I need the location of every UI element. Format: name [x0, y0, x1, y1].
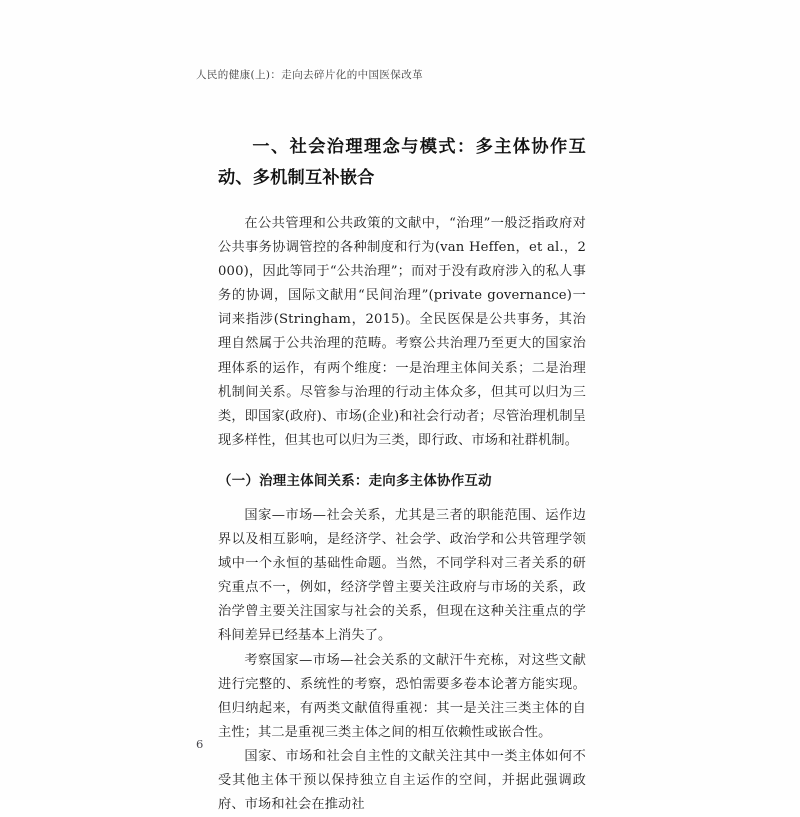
subsection-paragraph-1: 国家—市场—社会关系，尤其是三者的职能范围、运作边界以及相互影响，是经济学、社会学、政治学和公共管理学领域中一个永恒的基础性命题。当然，不同学科对三者关系的研究重点不一，例如，经济学曾主要关注政府与市场的关系，政治学曾主要关注国家与社会的关系，但现在这种关注重点的学科间差异已经基本上消失了。	[218, 507, 586, 644]
text-column	[218, 132, 586, 817]
spacer-before-subheading	[218, 453, 586, 470]
subsection-paragraph-3: 国家、市场和社会自主性的文献关注其中一类主体如何不受其他主体干预以保持独立自主运作的空间，并据此强调政府、市场和社会在推动社	[218, 748, 586, 813]
spacer-after-subheading	[218, 494, 586, 504]
subsection-heading: （一）治理主体间关系：走向多主体协作互动	[218, 473, 492, 489]
page-number: 6	[196, 737, 204, 751]
running-head: 人民的健康(上)：走向去碎片化的中国医保改革	[196, 69, 423, 81]
section-paragraph-1: 在公共管理和公共政策的文献中，“治理”一般泛指政府对公共事务协调管控的各种制度和行为(van Heffen，et al.，2000)，因此等同于“公共治理”；而对于没有政府涉入的私人事务的协调，国际文献用“民间治理”(private governance)一词来指涉(Stringham，2015)。全民医保是公共事务，其治理自然属于公共治理的范畴。考察公共治理乃至更大的国家治理体系的运作，有两个维度：一是治理主体间关系；二是治理机制间关系。尽管参与治理的行动主体众多，但其可以归为三类，即国家(政府)、市场(企业)和社会行动者；尽管治理机制呈现多样性，但其也可以归为三类，即行政、市场和社群机制。	[218, 216, 586, 448]
subsection-paragraph-2: 考察国家—市场—社会关系的文献汗牛充栋，对这些文献进行完整的、系统性的考察，恐怕需要多卷本论著方能实现。但归纳起来，有两类文献值得重视：其一是关注三类主体的自主性；其二是重视三类主体之间的相互依赖性或嵌合性。	[218, 652, 586, 740]
spacer-after-section-heading	[218, 194, 586, 212]
section-heading: 一、社会治理理念与模式：多主体协作互动、多机制互补嵌合	[218, 137, 586, 188]
